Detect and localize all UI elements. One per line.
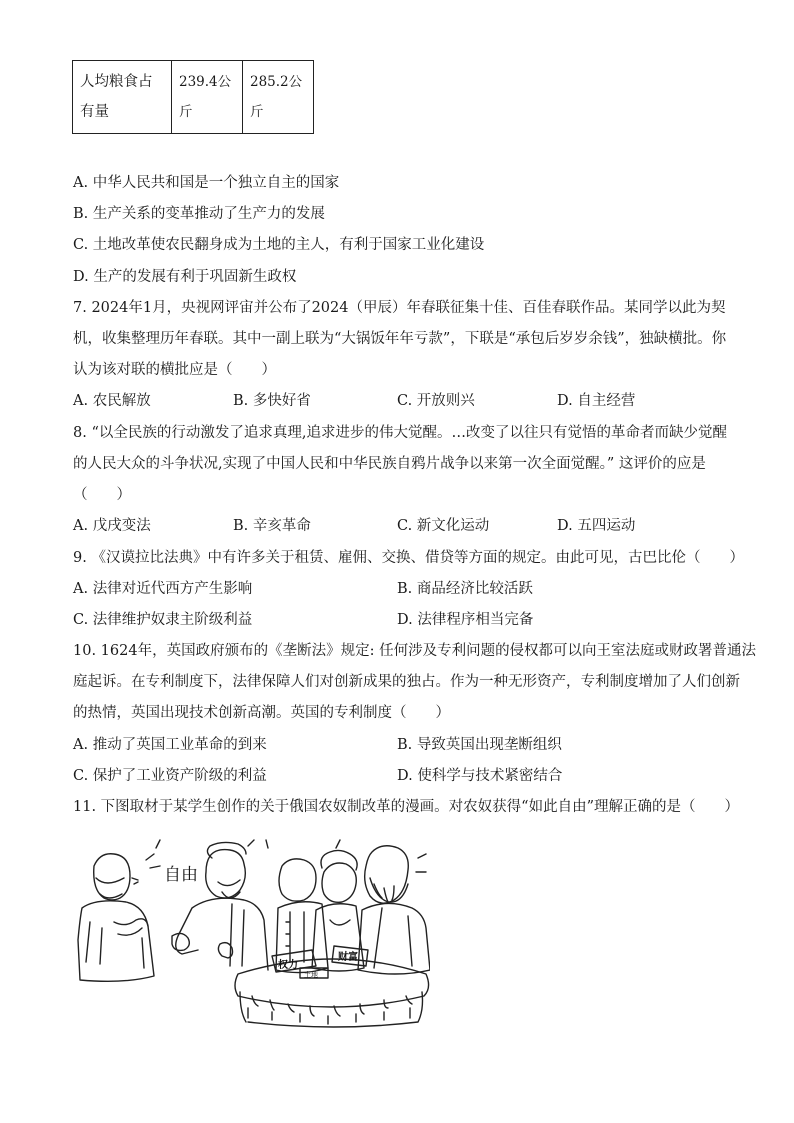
cake-label-land: 土地 bbox=[304, 971, 318, 979]
q6-option-c: C. 土地改革使农民翻身成为土地的主人，有利于国家工业化建设 bbox=[73, 237, 485, 253]
q8-option-b: B. 辛亥革命 bbox=[233, 518, 311, 534]
q6-option-d: D. 生产的发展有利于巩固新生政权 bbox=[73, 269, 297, 285]
q8-option-d: D. 五四运动 bbox=[557, 518, 636, 534]
q7-stem-line-2: 机，收集整理历年春联。其中一副上联为“大锅饭年年亏款”，下联是“承包后岁岁余钱”，独缺横批。你 bbox=[73, 331, 727, 347]
q7-option-c: C. 开放则兴 bbox=[397, 393, 475, 409]
comic-speech-text: 自由 bbox=[164, 865, 198, 885]
q10-stem-line-3: 的热情，英国出现技术创新高潮。英国的专利制度（ ） bbox=[73, 705, 450, 721]
q7-option-d: D. 自主经营 bbox=[557, 393, 636, 409]
q10-stem-line-1: 10. 1624年，英国政府颁布的《垄断法》规定: 任何涉及专利问题的侵权都可以向王室法庭或财政署普通法 bbox=[73, 643, 757, 659]
cake-label-power: 权力 bbox=[278, 960, 298, 971]
serf-reform-comic bbox=[72, 838, 430, 1028]
q8-option-a: A. 戊戌变法 bbox=[73, 518, 151, 534]
q10-option-a: A. 推动了英国工业革命的到来 bbox=[73, 737, 267, 753]
q8-stem-line-1: 8. “以全民族的行动激发了追求真理,追求进步的伟大觉醒。…改变了以往只有觉悟的革命者而缺少觉醒 bbox=[73, 425, 727, 441]
q10-option-d: D. 使科学与技术紧密结合 bbox=[397, 768, 563, 784]
q8-stem-line-3: （ ） bbox=[73, 487, 131, 503]
grain-table bbox=[72, 60, 314, 134]
table-cell-value-2: 285.2公 斤 bbox=[243, 61, 314, 134]
q8-stem-line-2: 的人民大众的斗争状况,实现了中国人民和中华民族自鸦片战争以来第一次全面觉醒。” 这评价的应是 bbox=[73, 456, 706, 472]
table-row bbox=[73, 61, 314, 134]
q9-stem-line-1: 9. 《汉谟拉比法典》中有许多关于租赁、雇佣、交换、借贷等方面的规定。由此可见，古巴比伦（ ） bbox=[73, 550, 744, 566]
q10-option-c: C. 保护了工业资产阶级的利益 bbox=[73, 768, 267, 784]
q9-option-d: D. 法律程序相当完备 bbox=[397, 612, 534, 628]
table-cell-label: 人均粮食占 有量 bbox=[73, 61, 172, 134]
q9-option-b: B. 商品经济比较活跃 bbox=[397, 581, 533, 597]
q6-option-a: A. 中华人民共和国是一个独立自主的国家 bbox=[73, 175, 340, 191]
cake-label-wealth: 财富 bbox=[338, 952, 358, 963]
table-cell-value-1: 239.4公 斤 bbox=[172, 61, 243, 134]
q6-option-b: B. 生产关系的变革推动了生产力的发展 bbox=[73, 206, 325, 222]
q7-stem-line-1: 7. 2024年1月，央视网评宙并公布了2024（甲辰）年春联征集十佳、百佳春联作品。某同学以此为契 bbox=[73, 300, 726, 316]
q7-option-a: A. 农民解放 bbox=[73, 393, 151, 409]
q7-option-b: B. 多快好省 bbox=[233, 393, 311, 409]
q9-option-c: C. 法律维护奴隶主阶级利益 bbox=[73, 612, 253, 628]
q10-stem-line-2: 庭起诉。在专利制度下，法律保障人们对创新成果的独占。作为一种无形资产，专利制度增加了人们创新 bbox=[73, 674, 740, 690]
q11-stem-line-1: 11. 下图取材于某学生创作的关于俄国农奴制改革的漫画。对农奴获得“如此自由”理解正确的是（ ） bbox=[73, 799, 739, 815]
q9-option-a: A. 法律对近代西方产生影响 bbox=[73, 581, 253, 597]
q7-stem-line-3: 认为该对联的横批应是（ ） bbox=[73, 362, 276, 378]
q10-option-b: B. 导致英国出现垄断组织 bbox=[397, 737, 562, 753]
q8-option-c: C. 新文化运动 bbox=[397, 518, 490, 534]
